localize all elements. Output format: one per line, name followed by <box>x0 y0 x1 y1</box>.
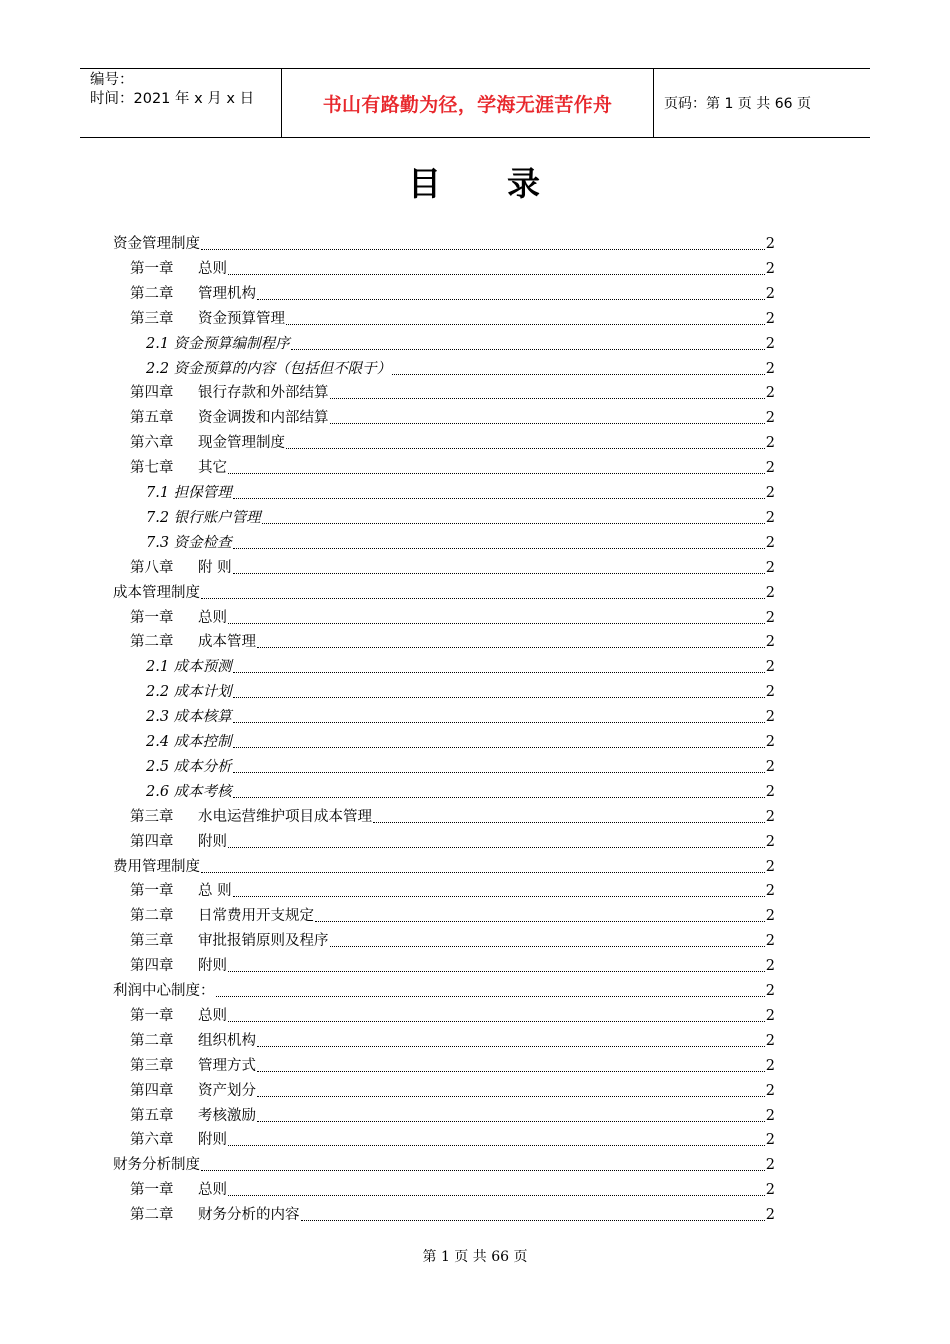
toc-entry-text <box>130 458 227 478</box>
dot-leader <box>228 846 765 848</box>
toc-title: 资产划分 <box>198 1082 256 1099</box>
toc-page-number: 2 <box>765 335 775 352</box>
toc-chapter-label: 第八章 <box>130 559 174 576</box>
toc-entry[interactable] <box>113 976 775 1001</box>
toc-entry[interactable] <box>130 926 775 951</box>
toc-entry-text <box>130 408 329 428</box>
toc-title: 财务分析的内容 <box>198 1207 300 1224</box>
toc-title: 总则 <box>198 609 227 626</box>
toc-chapter-label: 第三章 <box>130 310 174 327</box>
dot-leader <box>330 422 765 424</box>
toc-page-number: 2 <box>765 534 775 551</box>
dot-leader <box>201 597 765 599</box>
page-title <box>0 158 950 205</box>
dot-leader <box>233 721 765 723</box>
toc-entry-text <box>130 1006 227 1026</box>
toc-entry[interactable] <box>130 453 775 478</box>
toc-title: 成本管理制度 <box>113 584 200 601</box>
toc-page-number: 2 <box>765 485 775 501</box>
toc-page-number: 2 <box>765 1207 775 1224</box>
dot-leader <box>257 298 765 300</box>
toc-entry[interactable] <box>130 1125 775 1150</box>
toc-page-number: 2 <box>765 933 775 950</box>
dot-leader <box>228 1194 765 1196</box>
toc-entry[interactable] <box>130 876 775 901</box>
dot-leader <box>257 1045 765 1047</box>
dot-leader <box>233 547 765 549</box>
toc-entry[interactable] <box>130 553 775 578</box>
toc-entry[interactable] <box>146 503 775 528</box>
dot-leader <box>262 522 765 524</box>
toc-title: 资金调拨和内部结算 <box>198 410 329 427</box>
dot-leader <box>233 746 765 748</box>
toc-entry-text <box>130 608 227 628</box>
dot-leader <box>228 472 765 474</box>
toc-page-number: 2 <box>765 808 775 825</box>
toc-chapter-label: 第一章 <box>130 883 174 900</box>
toc-title: 总则 <box>198 1182 227 1199</box>
dot-leader <box>201 871 765 873</box>
toc-title: 2.1 资金预算编制程序 <box>146 335 290 352</box>
page-footer: 第 1 页 共 66 页 <box>422 1249 528 1265</box>
toc-title: 2.4 成本控制 <box>146 734 232 750</box>
toc-chapter-label: 第三章 <box>130 933 174 950</box>
dot-leader <box>201 1169 765 1171</box>
toc-page-number: 2 <box>765 983 775 999</box>
toc-page-number: 2 <box>765 559 775 576</box>
dot-leader <box>257 1095 765 1097</box>
toc-page-number: 2 <box>765 1157 775 1174</box>
toc-page-number: 2 <box>765 634 775 651</box>
toc-title: 附则 <box>198 1132 227 1149</box>
toc-entry[interactable] <box>130 428 775 453</box>
dot-leader <box>257 646 765 648</box>
toc-title: 财务分析制度 <box>113 1157 200 1174</box>
dot-leader <box>286 323 765 325</box>
toc-entry-text <box>146 508 261 528</box>
toc-page-number: 2 <box>765 783 775 800</box>
toc-entry[interactable] <box>146 777 775 802</box>
toc-title: 2.1 成本预测 <box>146 659 232 676</box>
toc-page-number: 2 <box>765 883 775 900</box>
toc-entry-text <box>146 757 232 777</box>
toc-page-number: 2 <box>765 1132 775 1149</box>
toc-chapter-label: 第二章 <box>130 285 174 302</box>
toc-chapter-label: 第一章 <box>130 1182 174 1199</box>
toc-page-number: 2 <box>765 1107 775 1124</box>
toc-page-number: 2 <box>765 360 775 377</box>
dot-leader <box>233 796 765 798</box>
dot-leader <box>233 671 765 673</box>
dot-leader <box>257 1070 765 1072</box>
toc-title: 7.2 银行账户管理 <box>146 509 261 526</box>
dot-leader <box>301 1219 765 1221</box>
toc-entry-text <box>113 1155 200 1175</box>
toc-title: 利润中心制度： <box>113 983 215 999</box>
toc-entry[interactable] <box>130 627 775 652</box>
toc-entry[interactable] <box>113 578 775 603</box>
toc-title: 审批报销原则及程序 <box>198 933 329 950</box>
toc-page-number: 2 <box>765 460 775 477</box>
title-char-2: 录 <box>507 164 542 203</box>
toc-entry-text <box>130 1081 256 1101</box>
dot-leader <box>201 248 765 250</box>
toc-entry-text <box>146 359 391 379</box>
toc-entry-text <box>130 632 256 652</box>
toc-page-number: 2 <box>765 1182 775 1199</box>
toc-page-number: 2 <box>765 385 775 402</box>
toc-entry[interactable] <box>130 1076 775 1101</box>
toc-entry-text <box>130 881 232 901</box>
toc-entry-text <box>113 234 200 254</box>
toc-entry[interactable] <box>130 1001 775 1026</box>
toc-title: 附则 <box>198 958 227 975</box>
toc-entry[interactable] <box>130 254 775 279</box>
toc-title: 2.3 成本核算 <box>146 709 232 726</box>
toc-page-number: 2 <box>765 858 775 875</box>
toc-chapter-label: 第六章 <box>130 435 174 452</box>
toc-title: 总则 <box>198 260 227 277</box>
dot-leader <box>315 920 765 922</box>
dot-leader <box>228 970 765 972</box>
dot-leader <box>233 771 765 773</box>
toc-page-number: 2 <box>765 236 775 252</box>
toc-page-number: 2 <box>765 758 775 775</box>
toc-entry-text <box>113 583 200 603</box>
toc-page-number: 2 <box>765 958 775 975</box>
toc-entry[interactable] <box>130 378 775 403</box>
toc-title: 7.3 资金检查 <box>146 534 232 551</box>
toc-chapter-label: 第三章 <box>130 1057 174 1074</box>
toc-title: 附 则 <box>198 559 232 576</box>
toc-title: 2.5 成本分析 <box>146 758 232 775</box>
toc-entry[interactable] <box>146 727 775 752</box>
toc-entry[interactable] <box>113 1150 775 1175</box>
toc-page-number: 2 <box>765 584 775 601</box>
toc-page-number: 2 <box>765 1057 775 1074</box>
toc-title: 2.2 成本计划 <box>146 684 232 701</box>
toc-page-number: 2 <box>765 684 775 701</box>
toc-entry-text <box>130 433 285 453</box>
dot-leader <box>228 622 765 624</box>
toc-entry-text <box>130 931 329 951</box>
toc-entry[interactable] <box>130 1101 775 1126</box>
toc-entry[interactable] <box>130 827 775 852</box>
toc-title: 总则 <box>198 1007 227 1024</box>
toc-entry[interactable] <box>130 1026 775 1051</box>
toc-page-number: 2 <box>765 260 775 277</box>
dot-leader <box>291 348 765 350</box>
toc-entry-text <box>130 956 227 976</box>
toc-entry[interactable] <box>130 1200 775 1225</box>
toc-entry-text <box>130 1130 227 1150</box>
toc-entry[interactable] <box>146 528 775 553</box>
dot-leader <box>233 572 765 574</box>
toc-page-number: 2 <box>765 1082 775 1099</box>
dot-leader <box>228 1020 765 1022</box>
dot-leader <box>373 821 765 823</box>
toc-entry-text <box>130 309 285 329</box>
toc-title: 资金预算管理 <box>198 310 285 327</box>
toc-chapter-label: 第一章 <box>130 1007 174 1024</box>
toc-title: 资金管理制度 <box>113 236 200 252</box>
dot-leader <box>330 945 765 947</box>
toc-page-number: 2 <box>765 833 775 850</box>
toc-entry-text <box>130 259 227 279</box>
toc-entry-text <box>146 682 232 702</box>
header-meta <box>80 69 281 137</box>
toc-entry[interactable] <box>130 304 775 329</box>
toc-title: 2.2 资金预算的内容（包括但不限于） <box>146 360 392 377</box>
toc-entry-text <box>146 782 232 802</box>
toc-title: 费用管理制度 <box>113 858 200 875</box>
toc-entry-text <box>146 483 232 503</box>
toc-page-number: 2 <box>765 734 775 750</box>
toc-chapter-label: 第四章 <box>130 1082 174 1099</box>
toc-title: 银行存款和外部结算 <box>198 385 329 402</box>
toc-entry-text <box>130 383 329 403</box>
toc-entry-text <box>146 533 232 553</box>
toc-title: 管理方式 <box>198 1057 256 1074</box>
toc-entry-text <box>130 807 372 827</box>
toc-chapter-label: 第二章 <box>130 1207 174 1224</box>
toc-chapter-label: 第四章 <box>130 385 174 402</box>
toc-entry[interactable] <box>146 354 775 379</box>
toc-page-number: 2 <box>765 709 775 726</box>
title-char-1: 目 <box>408 164 443 203</box>
toc-chapter-label: 第五章 <box>130 410 174 427</box>
toc-title: 附则 <box>198 833 227 850</box>
toc-entry-text <box>146 657 232 677</box>
toc-title: 其它 <box>198 460 227 477</box>
toc-page-number: 2 <box>765 908 775 925</box>
dot-leader <box>330 397 765 399</box>
toc-entry-text <box>113 857 200 877</box>
toc-entry-text <box>130 832 227 852</box>
toc-entry[interactable] <box>130 603 775 628</box>
toc-chapter-label: 第四章 <box>130 958 174 975</box>
toc-entry[interactable] <box>146 329 775 354</box>
toc-entry-text <box>146 334 290 354</box>
dot-leader <box>228 1144 765 1146</box>
page-header <box>80 68 870 138</box>
toc-title: 现金管理制度 <box>198 435 285 452</box>
header-page-info: 页码：第 1 页 共 66 页 <box>664 96 811 112</box>
toc-entry[interactable] <box>146 677 775 702</box>
toc-entry[interactable] <box>130 951 775 976</box>
toc-entry-text <box>130 1056 256 1076</box>
dot-leader <box>233 696 765 698</box>
toc-entry[interactable] <box>146 702 775 727</box>
toc-chapter-label: 第一章 <box>130 609 174 626</box>
toc-entry-text <box>130 906 314 926</box>
toc-page-number: 2 <box>765 1032 775 1049</box>
toc-entry[interactable] <box>146 478 775 503</box>
toc-entry[interactable] <box>113 229 775 254</box>
toc-chapter-label: 第二章 <box>130 908 174 925</box>
dot-leader <box>392 373 765 375</box>
dot-leader <box>286 447 765 449</box>
toc-page-number: 2 <box>765 509 775 526</box>
dot-leader <box>228 273 765 275</box>
toc-page-number: 2 <box>765 609 775 626</box>
toc-title: 2.6 成本考核 <box>146 783 232 800</box>
toc-title: 考核激励 <box>198 1107 256 1124</box>
toc-entry-text <box>113 981 215 1001</box>
toc-title: 组织机构 <box>198 1032 256 1049</box>
toc-page-number: 2 <box>765 310 775 327</box>
toc-entry[interactable] <box>130 1051 775 1076</box>
toc-entry-text <box>130 284 256 304</box>
toc-title: 水电运营维护项目成本管理 <box>198 808 372 825</box>
toc-entry[interactable] <box>130 802 775 827</box>
toc-entry[interactable] <box>130 901 775 926</box>
toc-entry[interactable] <box>130 403 775 428</box>
toc-title: 总 则 <box>198 883 232 900</box>
header-slogan: 书山有路勤为径，学海无涯苦作舟 <box>322 93 613 116</box>
toc-page-number: 2 <box>765 285 775 302</box>
toc-entry[interactable] <box>113 852 775 877</box>
toc-title: 日常费用开支规定 <box>198 908 314 925</box>
toc-page-number: 2 <box>765 435 775 452</box>
toc-title: 7.1 担保管理 <box>146 485 232 501</box>
toc-chapter-label: 第四章 <box>130 833 174 850</box>
toc-chapter-label: 第二章 <box>130 634 174 651</box>
toc-entry-text <box>130 1180 227 1200</box>
toc-page-number: 2 <box>765 659 775 676</box>
toc-entry[interactable] <box>130 279 775 304</box>
document-time-label: 时间：2021 年 x 月 x 日 <box>90 91 255 107</box>
toc-entry[interactable] <box>146 752 775 777</box>
toc-chapter-label: 第一章 <box>130 260 174 277</box>
toc-entry-text <box>130 1205 300 1225</box>
document-number-label: 编号： <box>90 72 134 88</box>
dot-leader <box>216 995 765 997</box>
toc-title: 成本管理 <box>198 634 256 651</box>
toc-entry-text <box>146 707 232 727</box>
toc-chapter-label: 第二章 <box>130 1032 174 1049</box>
toc-page-number: 2 <box>765 410 775 427</box>
dot-leader <box>233 895 765 897</box>
dot-leader <box>257 1120 765 1122</box>
header-slogan-cell <box>281 69 654 137</box>
toc-entry-text <box>146 732 232 752</box>
toc-chapter-label: 第七章 <box>130 460 174 477</box>
toc-entry[interactable] <box>146 652 775 677</box>
toc-entry-text <box>130 1031 256 1051</box>
toc-entry-text <box>130 558 232 578</box>
dot-leader <box>233 497 765 499</box>
toc-page-number: 2 <box>765 1007 775 1024</box>
toc-chapter-label: 第五章 <box>130 1107 174 1124</box>
toc-chapter-label: 第三章 <box>130 808 174 825</box>
toc-entry[interactable] <box>130 1175 775 1200</box>
toc-chapter-label: 第六章 <box>130 1132 174 1149</box>
toc-entry-text <box>130 1106 256 1126</box>
toc-title: 管理机构 <box>198 285 256 302</box>
